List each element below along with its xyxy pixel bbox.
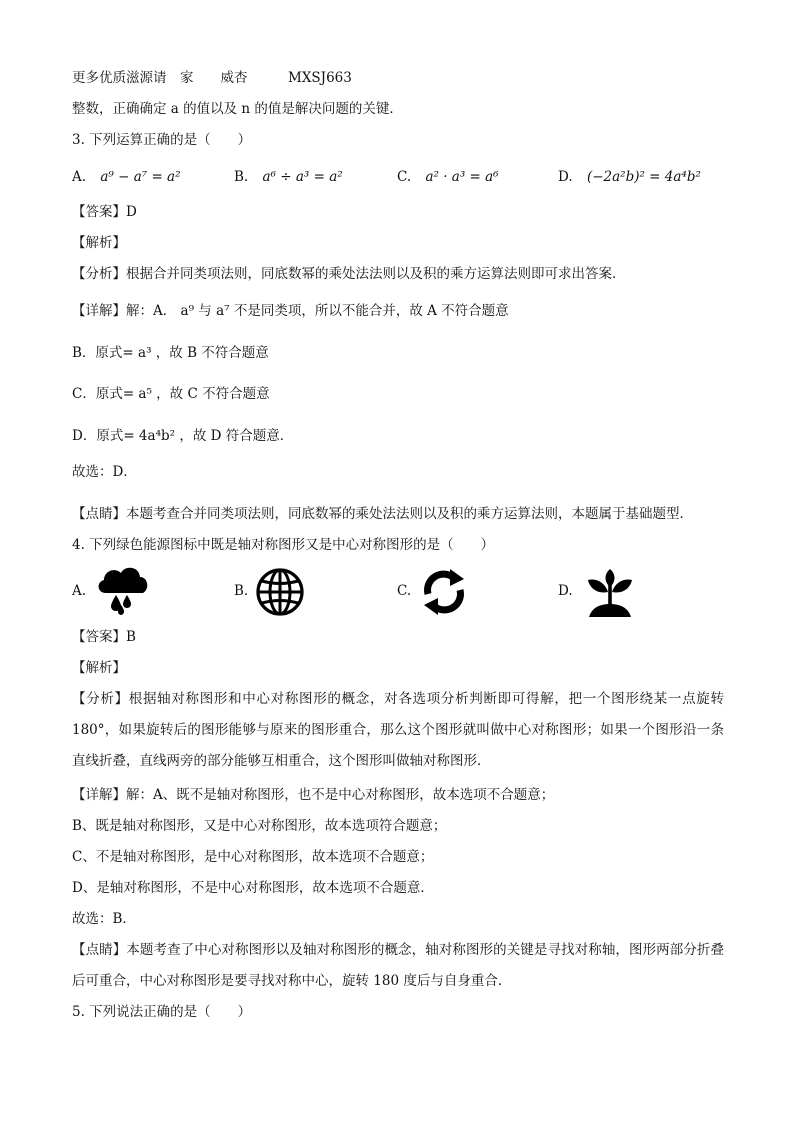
- q3-option-a-label: A.: [72, 169, 87, 185]
- q3-option-a-expression: a⁹ − a⁷ = a²: [100, 169, 181, 185]
- q3-option-d-expression: (−2a²b)² = 4a⁴b²: [586, 169, 701, 185]
- rain-cloud-icon: [94, 563, 150, 615]
- q4-comment: 【点睛】本题考查了中心对称图形以及轴对称图形的概念，轴对称图形的关键是寻找对称轴，图形两部分折叠后可重合，中心对称图形是要寻找对称中心，旋转 180 度后与自身重合．: [72, 942, 724, 989]
- q3-option-b: [234, 167, 343, 187]
- q3-comment: 【点睛】本题考查合并同类项法则，同底数幂的乘处法法则以及积的乘方运算法则，本题属于基础题型．: [72, 506, 693, 522]
- q4-option-a-label: A.: [72, 583, 87, 599]
- q3-option-d: [558, 167, 701, 187]
- q4-detail-b: B、既是轴对称图形，又是中心对称图形，故本选项符合题意；: [72, 818, 447, 834]
- q3-option-c: [397, 167, 499, 187]
- q4-detail-a: 【详解】解：A、既不是轴对称图形，也不是中心对称图形，故本选项不合题意；: [72, 787, 555, 803]
- q3-option-a: [72, 167, 181, 187]
- sprout-icon: [583, 563, 637, 619]
- q4-detail-d: D、是轴对称图形，不是中心对称图形，故本选项不合题意．: [72, 880, 434, 896]
- q3-option-b-expression: a⁶ ÷ a³ = a²: [262, 169, 343, 185]
- q3-option-c-expression: a² · a³ = a⁶: [425, 169, 499, 185]
- q4-option-c-label: C.: [397, 583, 412, 599]
- q4-choose: 故选：B．: [72, 911, 136, 927]
- q3-analysis: 【分析】根据合并同类项法则，同底数幂的乘处法法则以及积的乘方运算法则即可求出答案．: [72, 266, 626, 282]
- q3-choose: 故选：D．: [72, 464, 137, 480]
- q4-detail-c: C、不是轴对称图形，是中心对称图形，故本选项不合题意；: [72, 849, 434, 865]
- q4-analysis-heading: 【解析】: [72, 660, 126, 676]
- header-watermark: 更多优质滋源请 家 威杏 MXSJ663: [72, 70, 352, 86]
- q3-option-d-label: D.: [558, 169, 573, 185]
- q3-detail-d: D．原式= 4a⁴b² ，故 D 符合题意．: [72, 428, 294, 444]
- previous-question-tail: 整数，正确确定 a 的值以及 n 的值是解决问题的关键．: [72, 101, 403, 117]
- q4-option-b-label: B.: [234, 583, 249, 599]
- q3-analysis-heading: 【解析】: [72, 235, 126, 251]
- q4-analysis: 【分析】根据轴对称图形和中心对称图形的概念，对各选项分析判断即可得解，把一个图形绕某一点旋转 180°，如果旋转后的图形能够与原来的图形重合，那么这个图形就叫做中心对称图形；如果一个图形沿一条直线折叠，直线两旁的部分能够互相重合，这个图形叫做轴对称图形．: [72, 691, 724, 769]
- q3-option-b-label: B.: [234, 169, 249, 185]
- q4-answer: 【答案】B: [72, 629, 136, 645]
- q5-stem: 5. 下列说法正确的是（ ）: [72, 1004, 252, 1020]
- q4-option-d-label: D.: [558, 583, 573, 599]
- recycle-arrows-icon: [418, 566, 470, 618]
- q3-detail-c: C．原式= a⁵ ，故 C 不符合题意: [72, 386, 270, 402]
- globe-icon: [254, 566, 306, 618]
- q3-detail-b: B．原式= a³ ，故 B 不符合题意: [72, 345, 269, 361]
- q3-answer: 【答案】D: [72, 204, 137, 220]
- q3-stem: 3. 下列运算正确的是（ ）: [72, 132, 252, 148]
- q4-stem: 4. 下列绿色能源图标中既是轴对称图形又是中心对称图形的是（ ）: [72, 537, 495, 553]
- q3-detail-a: 【详解】解：A． a⁹ 与 a⁷ 不是同类项，所以不能合并，故 A 不符合题意: [72, 303, 509, 319]
- q3-option-c-label: C.: [397, 169, 412, 185]
